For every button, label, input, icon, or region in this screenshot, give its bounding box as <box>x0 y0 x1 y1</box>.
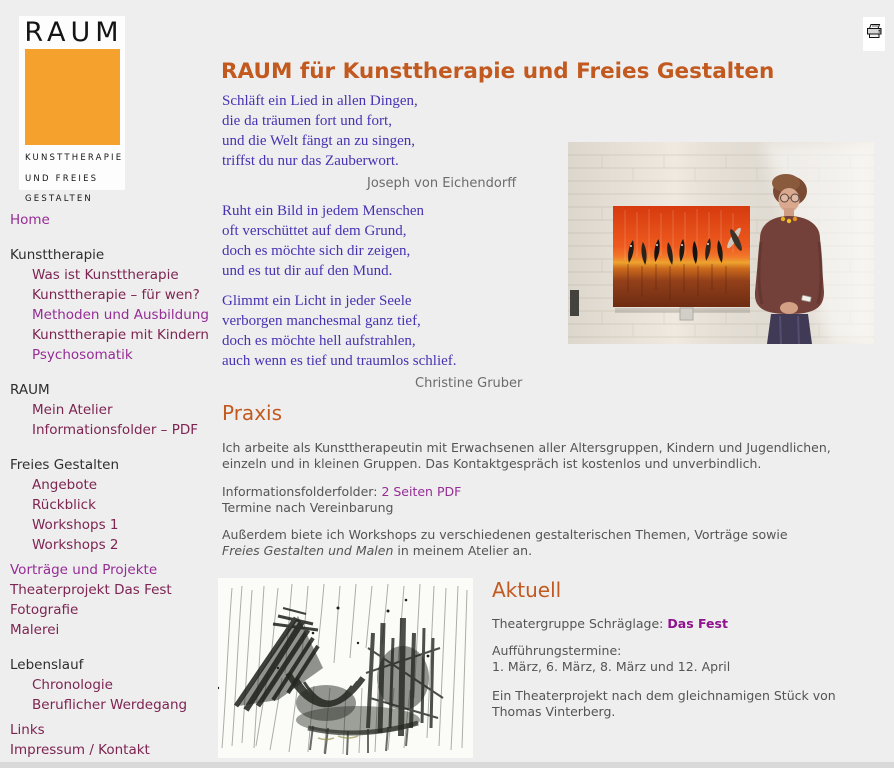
poem-line: auch wenn es tief und traumlos schlief. <box>222 353 457 369</box>
sidebar-link-informationsfolder-pdf[interactable]: Informationsfolder – PDF <box>32 422 199 438</box>
poem-line: und die Welt fängt an zu singen, <box>222 133 416 149</box>
poem-author: Christine Gruber <box>415 376 523 391</box>
sidebar-link-rueckblick[interactable]: Rückblick <box>32 497 96 513</box>
infofolder-pdf-link[interactable]: 2 Seiten PDF <box>381 484 462 499</box>
logo-subtitle-line: UND FREIES <box>25 173 99 184</box>
aktuell-description-line: Ein Theaterprojekt nach dem gleichnamigen Stück von <box>492 688 836 703</box>
logo-wordmark: RAUM <box>24 17 124 48</box>
sidebar-link-theaterprojekt-das-fest[interactable]: Theaterprojekt Das Fest <box>10 582 172 598</box>
site-logo[interactable] <box>19 16 125 204</box>
sidebar-link-kunsttherapie-fuer-wen[interactable]: Kunsttherapie – für wen? <box>32 287 200 303</box>
logo-orange-square <box>25 49 120 145</box>
page-title: RAUM für Kunsttherapie und Freies Gestalten <box>221 59 775 85</box>
poem-line: oft verschüttet auf dem Grund, <box>222 223 407 239</box>
workshops-line: Außerdem biete ich Workshops zu verschiedenen gestalterischen Themen, Vorträge sowie <box>222 527 788 542</box>
sidebar-link-psychosomatik[interactable]: Psychosomatik <box>32 347 133 363</box>
poem-line: Ruht ein Bild in jedem Menschen <box>222 203 425 219</box>
sidebar-link-mein-atelier[interactable]: Mein Atelier <box>32 402 113 418</box>
poem-line: Glimmt ein Licht in jeder Seele <box>222 293 412 309</box>
praxis-section <box>222 401 882 559</box>
ink-drawing-image <box>218 578 473 758</box>
das-fest-link[interactable]: Das Fest <box>667 616 728 631</box>
aktuell-heading: Aktuell <box>492 578 562 602</box>
poem-line: doch es möchte sich dir zeigen, <box>222 243 411 259</box>
bottom-scrollbar-track <box>0 762 894 768</box>
sidebar-link-methoden-und-ausbildung[interactable]: Methoden und Ausbildung <box>32 307 209 323</box>
aktuell-description-line: Thomas Vinterberg. <box>492 704 616 719</box>
dates-label: Aufführungstermine: <box>492 643 622 658</box>
print-button[interactable] <box>863 17 885 51</box>
sidebar-link-kunsttherapie-mit-kindern[interactable]: Kunsttherapie mit Kindern <box>32 327 209 343</box>
sidebar-link-workshops-1[interactable]: Workshops 1 <box>32 517 119 533</box>
logo-subtitle-line: KUNSTTHERAPIE <box>25 153 124 163</box>
sidebar-nav <box>10 210 215 760</box>
dates-text: 1. März, 6. März, 8. März und 12. April <box>492 659 731 674</box>
printer-icon <box>866 23 883 44</box>
sidebar-link-chronologie[interactable]: Chronologie <box>32 677 113 693</box>
poem-line: und es tut dir auf den Mund. <box>222 263 393 279</box>
poem-gruber <box>222 201 522 394</box>
poem-line: triffst du nur das Zauberwort. <box>222 153 399 169</box>
theater-label: Theatergruppe Schräglage: <box>492 616 664 631</box>
praxis-heading: Praxis <box>222 401 282 425</box>
praxis-intro-line: Ich arbeite als Kunsttherapeutin mit Erwachsenen aller Altersgruppen, Kindern und Jugendlichen, <box>222 440 831 455</box>
infofolder-label: Informationsfolderfolder: <box>222 484 378 499</box>
workshops-rest: in meinem Atelier an. <box>397 543 533 558</box>
sidebar-link-angebote[interactable]: Angebote <box>32 477 98 493</box>
sidebar-link-malerei[interactable]: Malerei <box>10 622 60 638</box>
sidebar-link-links[interactable]: Links <box>10 722 45 738</box>
logo-subtitle-line: GESTALTEN <box>25 194 93 204</box>
sidebar-link-impressum-kontakt[interactable]: Impressum / Kontakt <box>10 742 150 758</box>
sidebar-link-home[interactable]: Home <box>10 212 50 228</box>
poem-line: doch es möchte hell aufstrahlen, <box>222 333 416 349</box>
poem-line: Schläft ein Lied in allen Dingen, <box>222 93 418 109</box>
poem-author: Joseph von Eichendorff <box>367 176 517 191</box>
sidebar-link-vortraege-und-projekte[interactable]: Vorträge und Projekte <box>10 562 158 578</box>
poem-line: verborgen manchesmal ganz tief, <box>222 313 421 329</box>
aktuell-section <box>492 578 892 720</box>
workshops-italic: Freies Gestalten und Malen <box>222 543 394 558</box>
sidebar-category-kunsttherapie: Kunsttherapie <box>10 247 105 263</box>
praxis-intro-line: einzeln und in kleinen Gruppen. Das Kontaktgespräch ist kostenlos und unverbindlich. <box>222 456 762 471</box>
atelier-photo <box>568 142 874 344</box>
sidebar-link-workshops-2[interactable]: Workshops 2 <box>32 537 119 553</box>
poem-line: die da träumen fort und fort, <box>222 113 392 129</box>
sidebar-link-fotografie[interactable]: Fotografie <box>10 602 79 618</box>
sidebar-category-freies-gestalten: Freies Gestalten <box>10 457 119 473</box>
poem-eichendorff <box>222 91 516 194</box>
termine-text: Termine nach Vereinbarung <box>222 500 394 515</box>
sidebar-category-lebenslauf: Lebenslauf <box>10 657 84 673</box>
sidebar-link-beruflicher-werdegang[interactable]: Beruflicher Werdegang <box>32 697 188 713</box>
sidebar-category-raum: RAUM <box>10 382 50 398</box>
sidebar-link-was-ist-kunsttherapie[interactable]: Was ist Kunsttherapie <box>32 267 179 283</box>
